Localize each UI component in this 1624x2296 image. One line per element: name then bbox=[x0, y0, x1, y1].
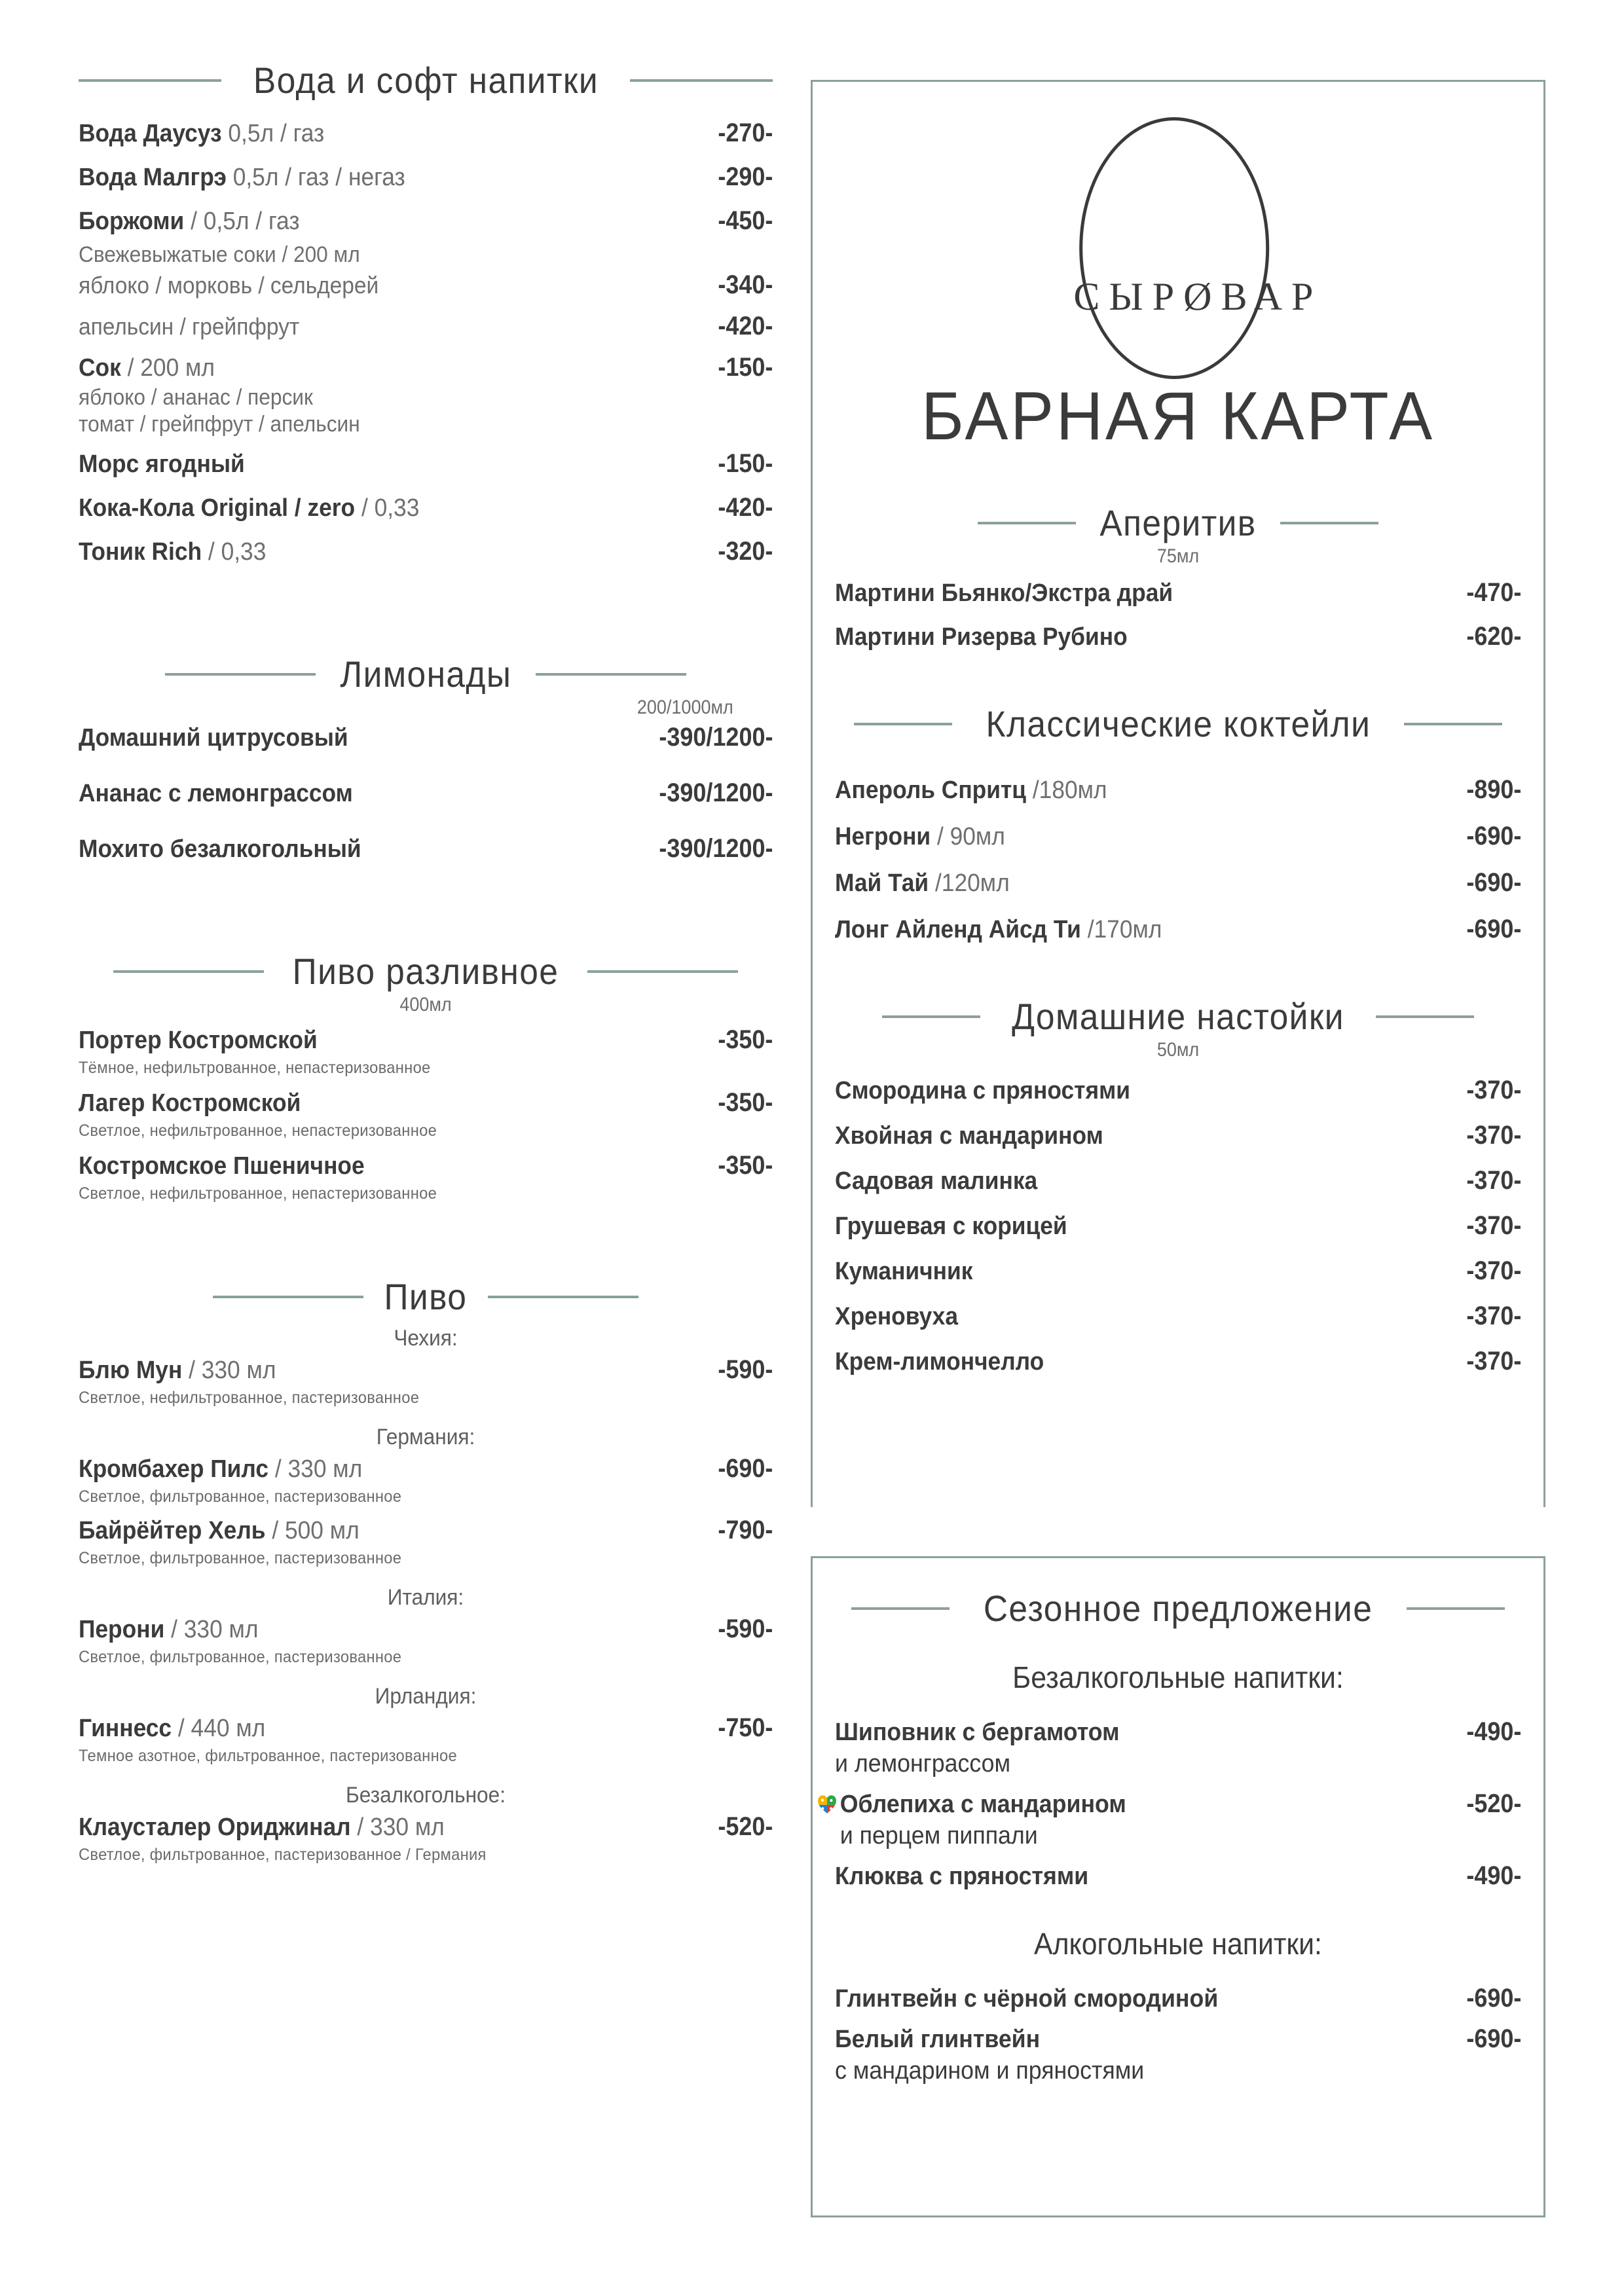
item-detail: /120мл bbox=[934, 869, 1010, 897]
infusions-list bbox=[835, 1076, 1521, 1376]
item-price: -270- bbox=[717, 118, 773, 147]
item-price: -350- bbox=[717, 1088, 773, 1117]
menu-row[interactable] bbox=[79, 1713, 773, 1743]
item-price: -150- bbox=[717, 353, 773, 382]
menu-row[interactable] bbox=[835, 578, 1521, 608]
menu-row[interactable] bbox=[835, 822, 1521, 851]
menu-row[interactable] bbox=[79, 1812, 773, 1842]
item-detail: / 330 мл bbox=[357, 1813, 445, 1841]
menu-row[interactable] bbox=[835, 1166, 1521, 1195]
item-name: Апероль Спритц bbox=[835, 776, 1027, 804]
menu-row[interactable] bbox=[79, 1454, 773, 1484]
item-name: Белый глинтвейн bbox=[835, 2026, 1041, 2054]
page-title: БАРНАЯ КАРТА bbox=[921, 378, 1435, 454]
item-detail: / 330 мл bbox=[274, 1455, 363, 1483]
divider-rule-right bbox=[536, 673, 686, 676]
menu-row[interactable] bbox=[79, 1025, 773, 1055]
item-price: -390/1200- bbox=[658, 834, 773, 863]
item-price: -450- bbox=[717, 206, 773, 235]
section-title: Пиво bbox=[384, 1276, 468, 1317]
brand-wordmark: СЫРØВАР bbox=[1073, 275, 1323, 318]
item-price: -790- bbox=[717, 1516, 773, 1544]
item-detail: / 90мл bbox=[936, 823, 1005, 850]
divider-rule-left bbox=[851, 1607, 950, 1610]
item-price: -490- bbox=[1466, 1717, 1521, 1746]
item-price: -370- bbox=[1466, 1347, 1521, 1376]
item-price: -620- bbox=[1466, 622, 1521, 651]
item-name: Клаусталер Ориджинал bbox=[79, 1813, 351, 1841]
item-name: Вода Малгрэ bbox=[79, 164, 227, 191]
divider-rule-right bbox=[1280, 522, 1378, 524]
section-header-infusions bbox=[835, 995, 1521, 1038]
country-label: Чехия: bbox=[394, 1326, 458, 1351]
item-name: Блю Мун bbox=[79, 1357, 183, 1384]
item-price: -370- bbox=[1466, 1211, 1521, 1240]
item-price: -370- bbox=[1466, 1166, 1521, 1195]
item-detail: / 330 мл bbox=[171, 1616, 259, 1643]
menu-row[interactable] bbox=[79, 1088, 773, 1118]
item-price: -370- bbox=[1466, 1076, 1521, 1104]
item-description: Светлое, нефильтрованное, пастеризованное bbox=[79, 1389, 420, 1407]
menu-row[interactable] bbox=[79, 1151, 773, 1180]
menu-row[interactable] bbox=[79, 1355, 773, 1385]
item-name: Грушевая с корицей bbox=[835, 1212, 1067, 1240]
item-detail: / 200 мл bbox=[282, 242, 360, 267]
item-name-line2: и лемонграссом bbox=[835, 1749, 1011, 1777]
divider-rule-right bbox=[587, 970, 738, 973]
item-name: Негрони bbox=[835, 823, 931, 850]
divider-rule-left bbox=[854, 723, 952, 725]
item-name: Костромское Пшеничное bbox=[79, 1152, 365, 1180]
item-description: Светлое, нефильтрованное, непастеризованное bbox=[79, 1184, 437, 1203]
right-column-frame bbox=[811, 80, 1545, 1507]
item-price: -690- bbox=[1466, 1984, 1521, 2013]
item-name: Облепиха с мандарином bbox=[840, 1790, 1126, 1818]
item-price: -370- bbox=[1466, 1302, 1521, 1330]
menu-row[interactable] bbox=[835, 1121, 1521, 1150]
menu-row[interactable] bbox=[835, 1984, 1521, 2015]
seasonal-alcoholic-label: Алкогольные напитки: bbox=[1034, 1927, 1322, 1961]
menu-row[interactable] bbox=[835, 1347, 1521, 1376]
section-title: Домашние настойки bbox=[1012, 996, 1344, 1037]
divider-rule-left bbox=[113, 970, 264, 973]
item-name: Куманичник bbox=[835, 1258, 973, 1285]
juice-variants-line-2: томат / грейпфрут / апельсин bbox=[79, 412, 360, 437]
section-header-classic-cocktails bbox=[835, 702, 1521, 745]
item-price: -420- bbox=[717, 312, 773, 340]
section-title: Пиво разливное bbox=[292, 951, 559, 992]
country-label: Германия: bbox=[376, 1425, 475, 1449]
item-detail: / 0,33 bbox=[361, 494, 420, 522]
divider-rule-right bbox=[630, 79, 773, 82]
item-price: -690- bbox=[1466, 868, 1521, 897]
section-title: Вода и софт напитки bbox=[253, 60, 599, 101]
item-price: -890- bbox=[1466, 775, 1521, 804]
section-title: Сезонное предложение bbox=[983, 1588, 1373, 1629]
item-name: Тоник Rich bbox=[79, 538, 202, 566]
item-name: Крем-лимончелло bbox=[835, 1348, 1044, 1376]
item-name: Боржоми bbox=[79, 208, 185, 235]
item-description: Светлое, фильтрованное, пастеризованное bbox=[79, 1648, 402, 1666]
section-header-soft-drinks bbox=[79, 59, 773, 101]
seasonal-nonalcoholic-label: Безалкогольные напитки: bbox=[1012, 1660, 1344, 1694]
item-name: Кромбахер Пилс bbox=[79, 1455, 269, 1483]
item-name: Шиповник с бергамотом bbox=[835, 1719, 1120, 1746]
divider-rule-right bbox=[1407, 1607, 1505, 1610]
item-price: -690- bbox=[1466, 2024, 1521, 2054]
item-price: -590- bbox=[717, 1355, 773, 1384]
item-name: Перони bbox=[79, 1616, 165, 1643]
aperitif-list bbox=[835, 578, 1521, 651]
item-detail: 0,5л / газ / негаз bbox=[232, 164, 405, 191]
menu-row[interactable] bbox=[835, 2024, 1521, 2087]
item-name: Глинтвейн с чёрной смородиной bbox=[835, 1985, 1219, 2013]
section-title: Лимонады bbox=[340, 653, 511, 695]
item-detail: /170мл bbox=[1087, 916, 1162, 943]
section-volume: 50мл bbox=[1156, 1039, 1200, 1061]
menu-row[interactable] bbox=[835, 622, 1521, 651]
item-detail: 0,5л / газ bbox=[228, 120, 325, 147]
menu-row[interactable] bbox=[79, 449, 773, 479]
item-price: -390/1200- bbox=[658, 723, 773, 752]
section-volume: 75мл bbox=[1156, 545, 1200, 567]
item-name: апельсин / грейпфрут bbox=[79, 313, 300, 340]
item-price: -370- bbox=[1466, 1121, 1521, 1150]
menu-row[interactable] bbox=[79, 353, 773, 382]
divider-rule-left bbox=[978, 522, 1076, 524]
item-price: -150- bbox=[717, 449, 773, 478]
item-name: Садовая малинка bbox=[835, 1167, 1038, 1195]
section-title: Классические коктейли bbox=[986, 703, 1371, 744]
left-column bbox=[79, 59, 773, 1865]
menu-row[interactable] bbox=[835, 1076, 1521, 1105]
item-name: Смородина с пряностями bbox=[835, 1077, 1130, 1104]
item-name: Хреновуха bbox=[835, 1303, 958, 1330]
section-title: Аперитив bbox=[1099, 502, 1257, 543]
menu-row[interactable] bbox=[79, 118, 773, 148]
menu-row[interactable] bbox=[79, 312, 773, 341]
classic-cocktails-list bbox=[835, 775, 1521, 944]
item-price: -370- bbox=[1466, 1256, 1521, 1285]
menu-row[interactable] bbox=[79, 493, 773, 522]
juice-variants-line-1: яблоко / ананас / персик bbox=[79, 385, 313, 410]
menu-row[interactable] bbox=[79, 723, 773, 752]
right-column bbox=[811, 80, 1545, 1507]
menu-row[interactable] bbox=[79, 270, 773, 300]
item-description: Светлое, фильтрованное, пастеризованное bbox=[79, 1487, 402, 1506]
divider-rule-right bbox=[1376, 1015, 1474, 1018]
item-description: Светлое, фильтрованное, пастеризованное / Германия bbox=[79, 1846, 487, 1864]
divider-rule-left bbox=[79, 79, 221, 82]
section-header-aperitif bbox=[835, 501, 1521, 544]
item-name: Ананас с лемонграссом bbox=[79, 780, 353, 807]
item-price: -490- bbox=[1466, 1861, 1521, 1890]
item-description: Тёмное, нефильтрованное, непастеризованное bbox=[79, 1059, 431, 1077]
item-name: Байрёйтер Хель bbox=[79, 1517, 266, 1544]
menu-row[interactable] bbox=[835, 1717, 1521, 1780]
section-header-lemonades bbox=[79, 653, 773, 695]
section-volume: 400мл bbox=[399, 994, 452, 1015]
menu-row[interactable] bbox=[835, 1861, 1521, 1893]
item-detail: / 330 мл bbox=[189, 1357, 276, 1384]
divider-rule-right bbox=[1404, 723, 1502, 725]
menu-row[interactable] bbox=[835, 868, 1521, 898]
fresh-juice-header bbox=[79, 242, 724, 268]
item-price: -420- bbox=[717, 493, 773, 522]
item-detail: / 0,5л / газ bbox=[191, 208, 300, 235]
item-name: Клюква с пряностями bbox=[835, 1862, 1089, 1890]
menu-row[interactable] bbox=[79, 206, 773, 236]
item-price: -750- bbox=[717, 1713, 773, 1742]
item-description: Светлое, фильтрованное, пастеризованное bbox=[79, 1549, 402, 1567]
item-name: Мохито безалкогольный bbox=[79, 835, 361, 863]
item-detail: / 500 мл bbox=[272, 1517, 360, 1544]
item-name: Сок bbox=[79, 354, 121, 382]
item-description: Светлое, нефильтрованное, непастеризованное bbox=[79, 1121, 437, 1140]
item-name: Домашний цитрусовый bbox=[79, 724, 348, 752]
menu-row[interactable] bbox=[79, 1516, 773, 1545]
menu-row[interactable] bbox=[79, 778, 773, 808]
item-price: -520- bbox=[1466, 1789, 1521, 1818]
item-name: Мартини Бьянко/Экстра драй bbox=[835, 579, 1173, 607]
brand-logo bbox=[835, 111, 1521, 373]
item-detail: /180мл bbox=[1032, 776, 1107, 804]
menu-row[interactable] bbox=[79, 834, 773, 864]
puzzle-heart-icon bbox=[817, 1794, 838, 1815]
item-price: -590- bbox=[717, 1614, 773, 1643]
lemonades-list bbox=[79, 723, 773, 864]
seasonal-offer-box bbox=[811, 1556, 1545, 2217]
item-price: -690- bbox=[1466, 915, 1521, 943]
item-price: -340- bbox=[717, 270, 773, 299]
menu-row[interactable] bbox=[79, 537, 773, 566]
item-price: -290- bbox=[717, 162, 773, 191]
item-price: -690- bbox=[1466, 822, 1521, 850]
menu-row[interactable] bbox=[835, 1211, 1521, 1241]
item-name: Гиннесс bbox=[79, 1715, 172, 1742]
menu-row[interactable] bbox=[79, 162, 773, 192]
item-price: -390/1200- bbox=[658, 778, 773, 807]
section-header-seasonal bbox=[835, 1587, 1521, 1630]
item-name-line2: и перцем пиппали bbox=[840, 1821, 1038, 1850]
item-price: -350- bbox=[717, 1025, 773, 1054]
item-name-line2: с мандарином и пряностями bbox=[835, 2057, 1145, 2085]
item-detail: / 440 мл bbox=[177, 1715, 266, 1742]
item-price: -350- bbox=[717, 1151, 773, 1180]
section-header-draft-beer bbox=[79, 950, 773, 993]
bottled-beer-list bbox=[79, 1326, 773, 1865]
item-name: Лагер Костромской bbox=[79, 1089, 301, 1117]
country-label: Безалкогольное: bbox=[345, 1783, 506, 1808]
item-price: -690- bbox=[717, 1454, 773, 1483]
menu-row[interactable] bbox=[835, 915, 1521, 944]
item-price: -520- bbox=[717, 1812, 773, 1841]
item-name: Лонг Айленд Айсд Ти bbox=[835, 916, 1081, 943]
menu-row[interactable] bbox=[835, 775, 1521, 805]
item-detail: / 0,33 bbox=[208, 538, 267, 566]
item-description: Темное азотное, фильтрованное, пастеризованное bbox=[79, 1747, 457, 1765]
section-header-bottled-beer bbox=[79, 1275, 773, 1318]
country-label: Ирландия: bbox=[375, 1684, 477, 1709]
menu-row[interactable] bbox=[817, 1789, 1521, 1852]
item-price: -320- bbox=[717, 537, 773, 566]
menu-row[interactable] bbox=[79, 1614, 773, 1644]
item-name: Портер Костромской bbox=[79, 1027, 318, 1054]
divider-rule-right bbox=[488, 1296, 638, 1298]
ellipse-icon bbox=[1079, 117, 1269, 379]
item-detail: / 200 мл bbox=[127, 354, 215, 382]
item-name: Морс ягодный bbox=[79, 450, 245, 478]
divider-rule-left bbox=[165, 673, 316, 676]
draft-beer-list bbox=[79, 1025, 773, 1203]
menu-row[interactable] bbox=[835, 1302, 1521, 1331]
divider-rule-left bbox=[213, 1296, 363, 1298]
item-name: Май Тай bbox=[835, 869, 929, 897]
item-name: Свежевыжатые соки bbox=[79, 242, 276, 267]
item-price: -470- bbox=[1466, 578, 1521, 607]
country-label: Италия: bbox=[387, 1585, 464, 1610]
item-name: яблоко / морковь / сельдерей bbox=[79, 272, 379, 299]
menu-row[interactable] bbox=[835, 1256, 1521, 1286]
item-name: Вода Даусуз bbox=[79, 120, 222, 147]
section-volume: 200/1000мл bbox=[637, 697, 733, 718]
item-name: Хвойная с мандарином bbox=[835, 1122, 1103, 1150]
divider-rule-left bbox=[882, 1015, 980, 1018]
item-name: Кока-Кола Original / zero bbox=[79, 494, 356, 522]
soft-drinks-list bbox=[79, 118, 773, 566]
item-name: Мартини Ризерва Рубино bbox=[835, 623, 1128, 651]
